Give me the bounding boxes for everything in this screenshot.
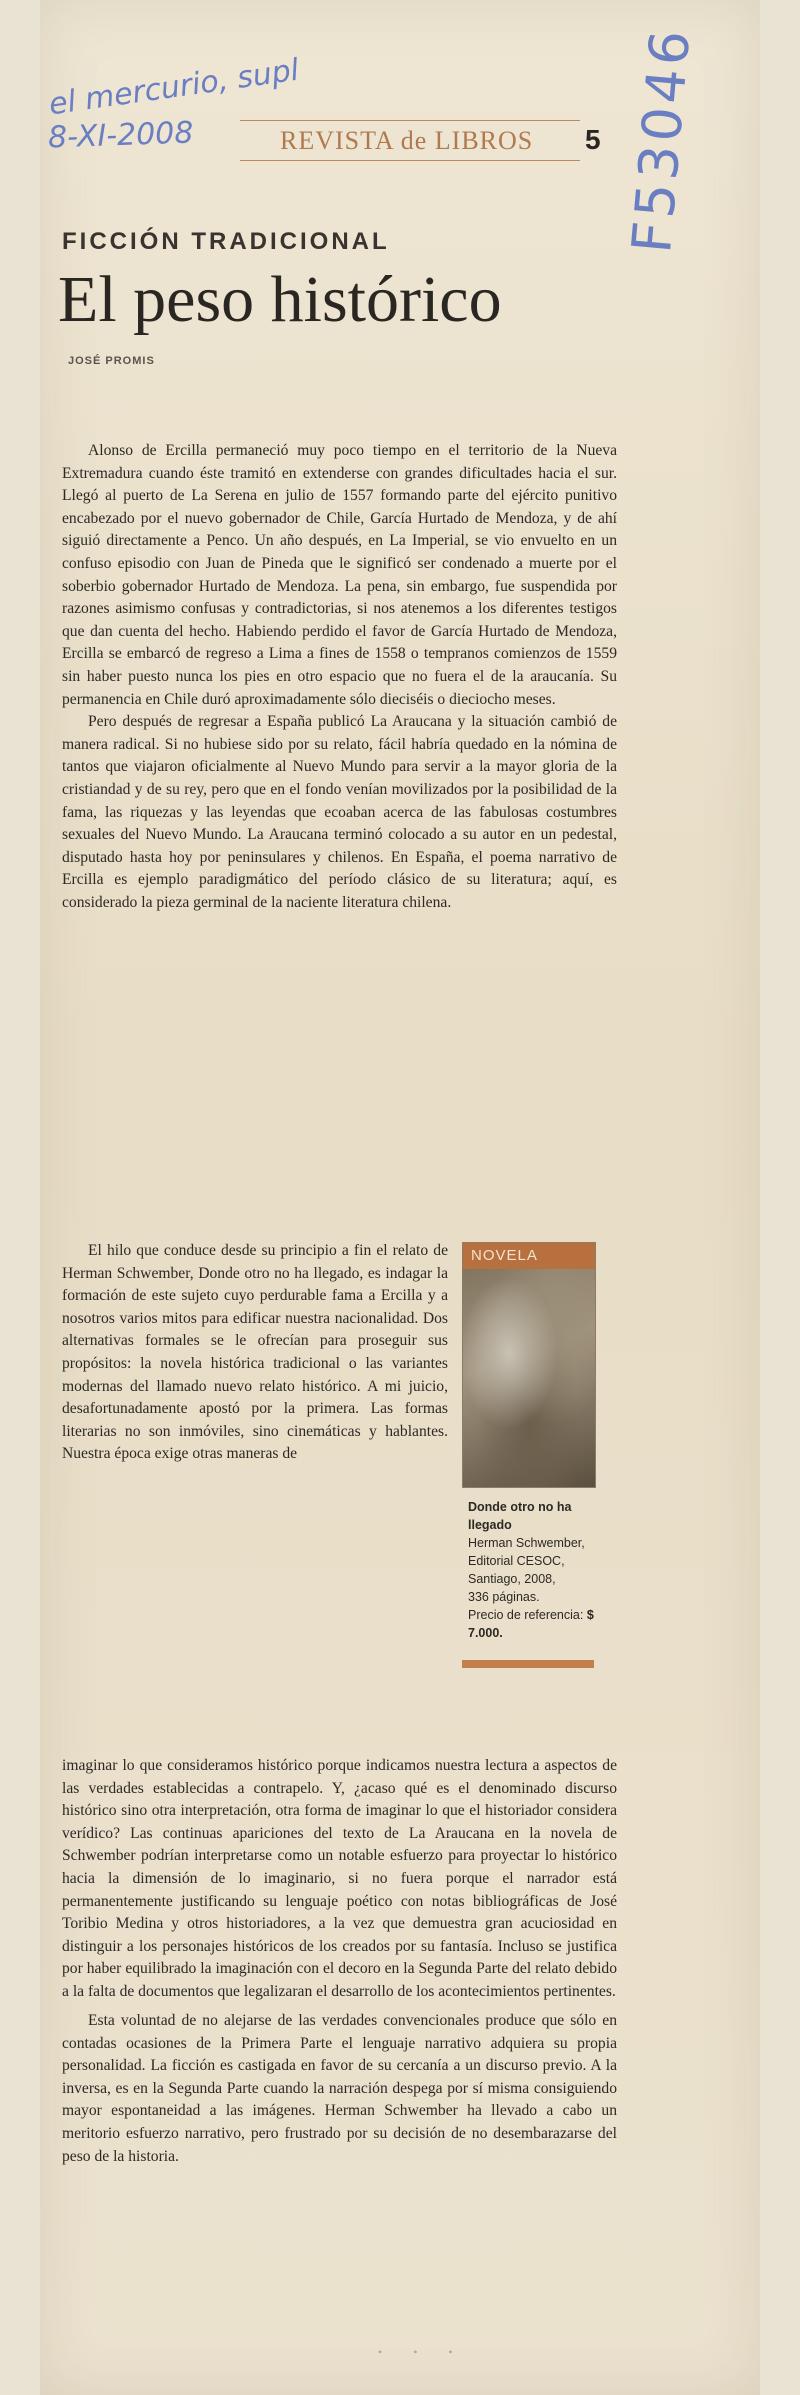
paragraph-3: El hilo que conduce desde su principio a fin el relato de Herman Schwember, Donde otro no ha llegado, es indagar la formación de este sujeto cuyo perdurable fama a Ercilla y a nosotros varios mitos para edificar nuestra nacionalidad. Dos alternativas formales se le ofrecían para proseguir sus propósitos: la novela histórica tradicional o las variantes modernas del llamado nuevo relato histórico. A mi juicio, desafortunadamente apostó por la primera. Las formas literarias no son inmóviles, sino cinemáticas y hablantes. Nuestra época exige otras maneras de (62, 1242, 448, 1463)
article-body-end (62, 2010, 617, 2168)
handwritten-archive-code: F53046 (620, 24, 703, 256)
book-author: Herman Schwember, (468, 1536, 585, 1550)
book-details (468, 1498, 618, 1642)
header-rule-top (240, 120, 580, 121)
paragraph-5: Esta voluntad de no alejarse de las verdades convencionales produce que sólo en contadas ocasiones de la Primera Parte el lenguaje narrativo adquiera su propia personalidad. La ficción es castigada en favor de su cercanía a un discurso previo. A la inversa, es en la Segunda Parte cuando la narración despega por sí misma consiguiendo mayor espontaneidad a las imágenes. Herman Schwember ha llevado a cabo un meritorio esfuerzo narrativo, pero frustrado por su decisión de no desembarazarse del peso de la historia. (62, 2012, 617, 2165)
book-place-year: Santiago, 2008, (468, 1572, 556, 1586)
article-body-top (62, 440, 617, 914)
book-genre-band (463, 1243, 595, 1269)
article-body-side (62, 1240, 448, 1466)
book-publisher: Editorial CESOC, (468, 1554, 565, 1568)
article-kicker: FICCIÓN TRADICIONAL (62, 228, 390, 255)
book-genre-tag: NOVELA (471, 1247, 538, 1264)
article-body-continued (62, 1755, 617, 2004)
handwritten-source-note: el mercurio, supl (46, 52, 302, 123)
section-name: REVISTA de LIBROS (280, 126, 534, 155)
footer-dots: • • • (378, 2345, 467, 2359)
paragraph-2: Pero después de regresar a España publicó La Araucana y la situación cambió de manera radical. Si no hubiese sido por su relato, fácil habría quedado en la nómina de tantos que viajaron oficialmente al Nuevo Mundo para servir a la mayor gloria de la cristiandad y de su rey, pero que en el fondo venían movilizados por la posibilidad de la fama, las riquezas y las leyendas que ecoaban acerca de las fabulosas costumbres sexuales del Nuevo Mundo. La Araucana terminó colocado a su autor en un pedestal, disputado hasta hoy por peninsulares y chilenos. En España, el poema narrativo de Ercilla es ejemplo paradigmático del período clásico de su literatura; aquí, es considerado la pieza germinal de la naciente literatura chilena. (62, 713, 617, 911)
book-box-accent-bar (462, 1660, 594, 1668)
book-pages: 336 páginas. (468, 1590, 540, 1604)
book-cover-image (462, 1242, 596, 1488)
book-title: Donde otro no ha llegado (468, 1500, 572, 1532)
page-number: 5 (585, 124, 601, 155)
paragraph-1: Alonso de Ercilla permaneció muy poco tiempo en el territorio de la Nueva Extremadura cuando éste tramitó en extenderse con grandes dificultades hacia el sur. Llegó al puerto de La Serena en julio de 1557 formando parte del ejército punitivo encabezado por el nuevo gobernador de Chile, García Hurtado de Mendoza, y de ahí siguió directamente a Penco. Un año después, en La Imperial, se vio envuelto en un confuso episodio con Juan de Pineda que le significó ser condenado a muerte por el soberbio gobernador Hurtado de Mendoza. La pena, sin embargo, fue suspendida por razones asimismo confusas y contradictorias, si nos atenemos a los diferentes testigos que dan cuenta del hecho. Habiendo perdido el favor de García Hurtado de Mendoza, Ercilla se embarcó de regreso a Lima a fines de 1558 o tempranos comienzos de 1559 sin haber puesto nunca los pies en otro espacio que no fuera el de la araucanía. Su permanencia en Chile duró aproximadamente sólo dieciséis o dieciocho meses. (62, 442, 617, 708)
book-info-box (462, 1242, 618, 1674)
handwritten-date-note: 8-XI-2008 (47, 115, 194, 156)
header-rule-bottom (240, 160, 580, 161)
paragraph-4: imaginar lo que consideramos histórico porque indicamos nuestra lectura a aspectos de las verdades establecidas a contrapelo. Y, ¿acaso qué es el denominado discurso histórico sino otra interpretación, otra forma de imaginar lo que el historiador considera verídico? Las continuas apariciones del texto de La Araucana en la novela de Schwember podrían interpretarse como un notable esfuerzo para proyectar lo histórico hacia la dimensión de lo imaginario, si no fuera porque el narrador está permanentemente justificando su lenguaje poético con notas bibliográficas de José Toribio Medina y otros historiadores, a la vez que demuestra gran acuciosidad en distinguir a los personajes históricos de los creados por su fantasía. Incluso se justifica por haber equilibrado la imaginación con el decoro en la Segunda Parte del relato debido a la falta de documentos que legalizaran el desarrollo de los acontecimientos pertinentes. (62, 1757, 617, 2000)
book-price: $ 7.000. (468, 1608, 594, 1640)
article-byline: JOSÉ PROMIS (68, 355, 155, 367)
article-title: El peso histórico (58, 263, 502, 336)
book-price-label: Precio de referencia: (468, 1608, 584, 1622)
